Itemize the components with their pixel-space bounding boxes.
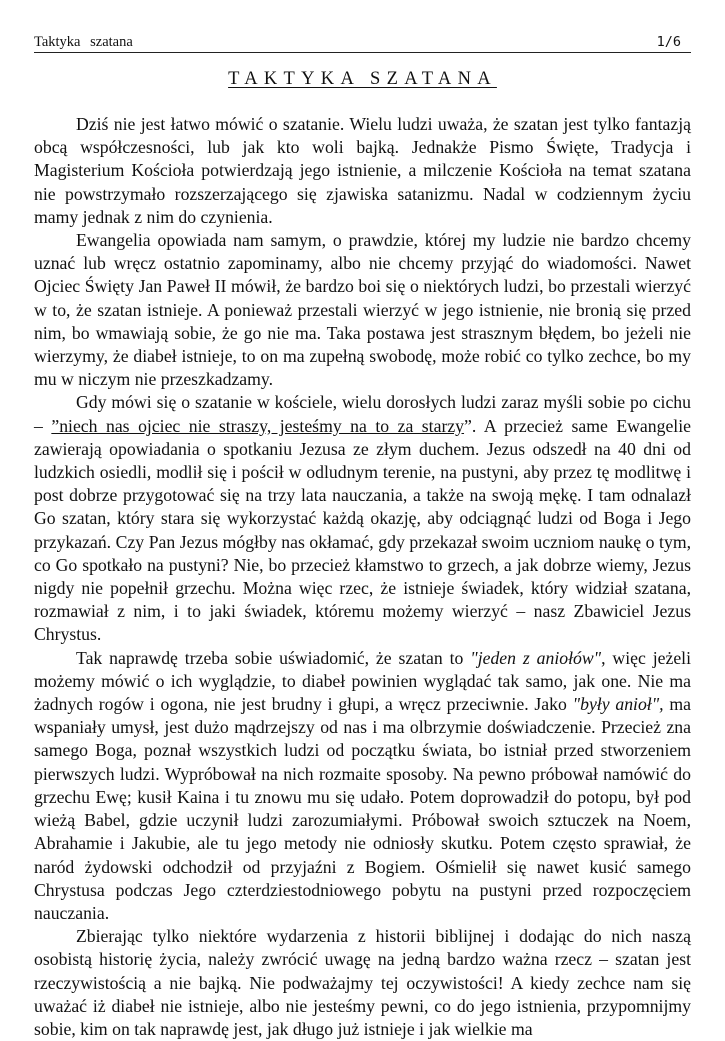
paragraph-4: [34, 647, 691, 925]
underlined-quote: ”niech nas ojciec nie straszy, jesteśmy na to za starzy: [51, 415, 465, 436]
page-number: 1/6: [656, 34, 681, 50]
document-title-row: [0, 69, 725, 90]
paragraph-4-text-3: ma wspaniały umysł, jest dużo mądrzejszy od nas i ma olbrzymie doświadczenie. Przecież zna samego Boga, poznał wszystkich ludzi od początku świata, bo istniał przed stworzeniem pierwszych ludzi. Wypróbował na nich rozmaite sposoby. Na pewno próbował namówić do grzechu Ewę; kusił Kaina i tu znowu mu się udało. Potem doprowadził do potopu, był pod wieżą Babel, gdzie uczynił ludzi zarozumiałymi. Próbował swoich sztuczek na Noem, Abrahamie i Jakubie, ale tu jego metody nie odniosły skutku. Potem często sprawiał, że naród żydowski odchodził od przyjaźni z Bogiem. Ośmielił się nawet kusić samego Chrystusa podczas Jego czterdziestodniowego pobytu na pustyni przed rozpoczęciem nauczania.: [34, 694, 691, 923]
paragraph-3-text-before: Gdy mówi się o szatanie w kościele, wielu dorosłych ludzi zaraz myśli sobie po cichu –: [34, 392, 691, 436]
paragraph-5: Zbierając tylko niektóre wydarzenia z historii biblijnej i dodając do nich naszą osobistą historię życia, należy zwrócić uwagę na jedną bardzo ważna rzecz – szatan jest rzeczywistością a nie bajką. Nie podważajmy tej oczywistości! A kiedy zechce nam się uważać iż diabeł nie istnieje, albo nie jesteśmy pewni, co do jego istnienia, przypomnijmy sobie, kim on tak naprawdę jest, jak długo już istnieje i jak wielkie ma: [34, 926, 691, 1039]
document-body: [34, 113, 691, 1041]
paragraph-3-text-after: ”. A przecież same Ewangelie zawierają opowiadania o spotkaniu Jezusa ze złym duchem. Jezus odszedł na 40 dni od ludzkich osiedli, modlił się i pościł w odludnym terenie, na pustyni, aby przez tę modlitwę i post dobrze przygotować się na trzy lata nauczania, a także na swoją mękę. I tam odnalazł Go szatan, który stara się wykorzystać każdą okazję, aby odciągnąć ludzi od Boga i Jego przykazań. Czy Pan Jezus mógłby nas okłamać, gdy przekazał swoim uczniom naukę o tym, co Go spotkało na pustyni? Nie, bo przecież kłamstwo to grzech, a jak dobrze wiemy, Jezus nigdy nie popełnił grzechu. Można więc rzec, że istnieje świadek, który widział szatana, rozmawiał z nim, i to jaki świadek, któremu możemy wierzyć – nasz Zbawiciel Jezus Chrystus.: [34, 415, 691, 645]
paragraph-1: Dziś nie jest łatwo mówić o szatanie. Wielu ludzi uważa, że szatan jest tylko fantazją obcą współczesności, lub jak kto woli bajką. Jednakże Pismo Święte, Tradycja i Magisterium Kościoła potwierdzają jego istnienie, a milczenie Kościoła na temat szatana nie powstrzymało rozszerzającego się zjawiska satanizmu. Nadal w codziennym życiu mamy jednak z nim do czynienia.: [34, 114, 691, 227]
italic-quote-byly-aniol: "były anioł",: [572, 694, 664, 715]
header-title: Taktyka szatana: [34, 34, 133, 50]
document-title: TAKTYKA SZATANA: [228, 69, 497, 89]
paragraph-2: Ewangelia opowiada nam samym, o prawdzie, której my ludzie nie bardzo chcemy uznać lub wręcz ostatnio zapominamy, albo nie chcemy przyjąć do wiadomości. Nawet Ojciec Święty Jan Paweł II mówił, że bardzo boi się o niektórych ludzi, bo przestali wierzyć w to, że szatan istnieje. A ponieważ przestali wierzyć w jego istnienie, nie bronią się przed nim, bo wmawiają sobie, że go nie ma. Taka postawa jest strasznym błędem, bo jeżeli nie wierzymy, że diabeł istnieje, to on ma zupełną swobodę, może robić co tylko zechce, bo my mu w niczym nie przeszkadzamy.: [34, 230, 691, 390]
paragraph-4-text-1: Tak naprawdę trzeba sobie uświadomić, że szatan to: [76, 647, 471, 668]
page-header: [34, 32, 691, 53]
italic-quote-jeden-z-aniolow: "jeden z aniołów": [470, 647, 602, 668]
paragraph-3: [34, 391, 691, 646]
paragraph-4-text-2: , więc jeżeli możemy mówić o ich wyglądzie, to diabeł powinien wyglądać tak samo, jak one. Nie ma żadnych rogów i ogona, nie jest brudny i głupi, a wręcz przeciwnie. Jako: [34, 647, 692, 715]
